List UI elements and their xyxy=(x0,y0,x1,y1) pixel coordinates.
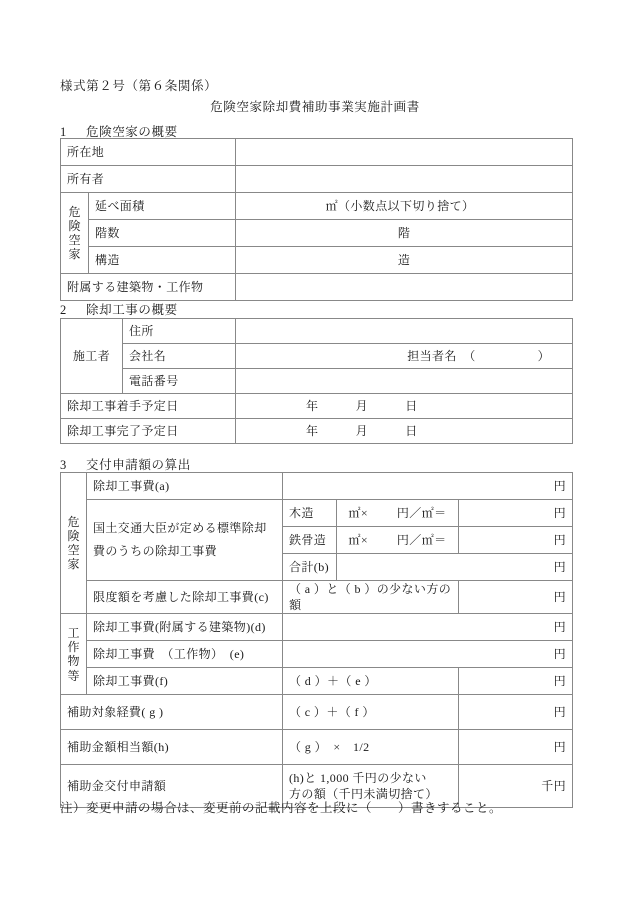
table-row xyxy=(61,419,573,444)
calc-steel-left: ㎡× xyxy=(348,532,369,547)
unit-yen-a[interactable]: 円 xyxy=(283,473,573,500)
label-total-floor-area: 延べ面積 xyxy=(89,193,236,220)
unit-thousand-yen-total[interactable]: 千円 xyxy=(459,765,573,808)
value-completion-date[interactable]: 年 月 日 xyxy=(236,419,573,444)
label-contractor-address: 住所 xyxy=(123,319,236,344)
label-subsidy-target-cost-g: 補助対象経費( g ) xyxy=(61,695,283,730)
label-standard-line-2: 費のうちの除却工事費 xyxy=(93,544,218,558)
section-2-heading xyxy=(60,300,178,318)
unit-yen-f[interactable]: 円 xyxy=(459,668,573,695)
label-start-date: 除却工事着手予定日 xyxy=(61,394,236,419)
unit-yen-h[interactable]: 円 xyxy=(459,730,573,765)
table-hazardous-house-overview xyxy=(60,138,573,301)
table-row xyxy=(61,193,573,220)
label-location: 所在地 xyxy=(61,139,236,166)
value-owner[interactable] xyxy=(236,166,573,193)
footnote: 注）変更申請の場合は、変更前の記載内容を上段に（ ）書きすること。 xyxy=(60,801,503,815)
section-3-title: 交付申請額の算出 xyxy=(86,458,191,472)
label-standard-demolition-cost xyxy=(87,500,283,581)
calc-steel-right: 円／㎡＝ xyxy=(396,532,447,547)
label-owner: 所有者 xyxy=(61,166,236,193)
table-row xyxy=(61,668,573,695)
value-contractor-address[interactable] xyxy=(236,319,573,344)
form-number: 様式第２号（第６条関係） xyxy=(60,79,218,93)
vertical-label-text: 危 険 空 家 xyxy=(68,204,81,262)
formula-total-line-1: (h)と 1,000 千円の少ない xyxy=(289,771,427,786)
label-completion-date: 除却工事完了予定日 xyxy=(61,419,236,444)
formula-c: （ a ）と（ b ）の少ない方の額 xyxy=(283,581,459,614)
section-1-title: 危険空家の概要 xyxy=(86,125,178,139)
table-row xyxy=(61,139,573,166)
vertical-label-text: 工 作 物 等 xyxy=(67,626,80,683)
table-row xyxy=(61,220,573,247)
vertical-label-structures xyxy=(61,614,87,695)
label-phone-number: 電話番号 xyxy=(123,369,236,394)
label-company-name: 会社名 xyxy=(123,344,236,369)
table-row xyxy=(61,247,573,274)
table-row xyxy=(61,166,573,193)
calc-steel[interactable] xyxy=(337,527,459,554)
unit-yen-d[interactable]: 円 xyxy=(283,614,573,641)
table-row xyxy=(61,319,573,344)
label-structure: 構造 xyxy=(89,247,236,274)
section-2-number: 2 xyxy=(60,303,67,317)
formula-g: （ c ）＋（ f ） xyxy=(283,695,459,730)
unit-yen-steel[interactable]: 円 xyxy=(459,527,573,554)
label-subtotal-b: 合計(b) xyxy=(283,554,337,581)
value-phone-number[interactable] xyxy=(236,369,573,394)
table-row xyxy=(61,614,573,641)
table-row xyxy=(61,581,573,614)
table-row xyxy=(61,695,573,730)
unit-yen-g[interactable]: 円 xyxy=(459,695,573,730)
document-title: 危険空家除却費補助事業実施計画書 xyxy=(210,100,420,114)
table-row xyxy=(61,730,573,765)
label-structure-wood: 木造 xyxy=(283,500,337,527)
section-3-number: 3 xyxy=(60,458,67,472)
unit-yen-e[interactable]: 円 xyxy=(283,641,573,668)
value-structure[interactable]: 造 xyxy=(236,247,573,274)
calc-wood-right: 円／㎡＝ xyxy=(396,505,447,520)
label-demolition-cost-f: 除却工事費(f) xyxy=(87,668,283,695)
table-demolition-work-overview xyxy=(60,318,573,444)
table-row xyxy=(61,394,573,419)
section-1-number: 1 xyxy=(60,125,67,139)
table-row xyxy=(61,274,573,301)
formula-f: （ d ）＋（ e ） xyxy=(283,668,459,695)
label-demolition-cost-a: 除却工事費(a) xyxy=(87,473,283,500)
calc-wood-left: ㎡× xyxy=(348,505,369,520)
calc-wood[interactable] xyxy=(337,500,459,527)
table-row xyxy=(61,344,573,369)
vertical-label-text: 危 険 空 家 xyxy=(67,514,80,572)
table-row xyxy=(61,473,573,500)
label-subsidy-equivalent-h: 補助金額相当額(h) xyxy=(61,730,283,765)
label-contractor: 施工者 xyxy=(61,319,123,394)
label-demolition-cost-attached-d: 除却工事費(附属する建築物)(d) xyxy=(87,614,283,641)
label-demolition-cost-structure-e: 除却工事費 （工作物） (e) xyxy=(87,641,283,668)
label-floors: 階数 xyxy=(89,220,236,247)
table-row xyxy=(61,641,573,668)
formula-h: （ g ） × 1/2 xyxy=(283,730,459,765)
unit-yen-wood[interactable]: 円 xyxy=(459,500,573,527)
label-standard-line-1: 国土交通大臣が定める標準除却 xyxy=(93,521,267,536)
unit-yen-c[interactable]: 円 xyxy=(459,581,573,614)
value-start-date[interactable]: 年 月 日 xyxy=(236,394,573,419)
vertical-label-hazardous-house-2 xyxy=(61,473,87,614)
section-3-heading xyxy=(60,455,191,473)
value-attached-structures[interactable] xyxy=(236,274,573,301)
value-person-in-charge[interactable]: 担当者名 （ ） xyxy=(236,344,573,369)
label-capped-demolition-cost-c: 限度額を考慮した除却工事費(c) xyxy=(87,581,283,614)
label-subsidy-application-amount: 補助金交付申請額 xyxy=(61,765,283,808)
section-2-title: 除却工事の概要 xyxy=(86,303,178,317)
value-floors[interactable]: 階 xyxy=(236,220,573,247)
label-attached-structures: 附属する建築物・工作物 xyxy=(61,274,236,301)
vertical-label-hazardous-house xyxy=(61,193,89,274)
value-location[interactable] xyxy=(236,139,573,166)
table-row xyxy=(61,369,573,394)
label-structure-steel: 鉄骨造 xyxy=(283,527,337,554)
table-grant-calculation xyxy=(60,472,573,808)
value-total-floor-area[interactable]: ㎡（小数点以下切り捨て） xyxy=(236,193,573,220)
table-row xyxy=(61,500,573,527)
formula-total-line-2: 方の額（千円未満切捨て） xyxy=(289,787,438,802)
unit-yen-b[interactable]: 円 xyxy=(337,554,573,581)
